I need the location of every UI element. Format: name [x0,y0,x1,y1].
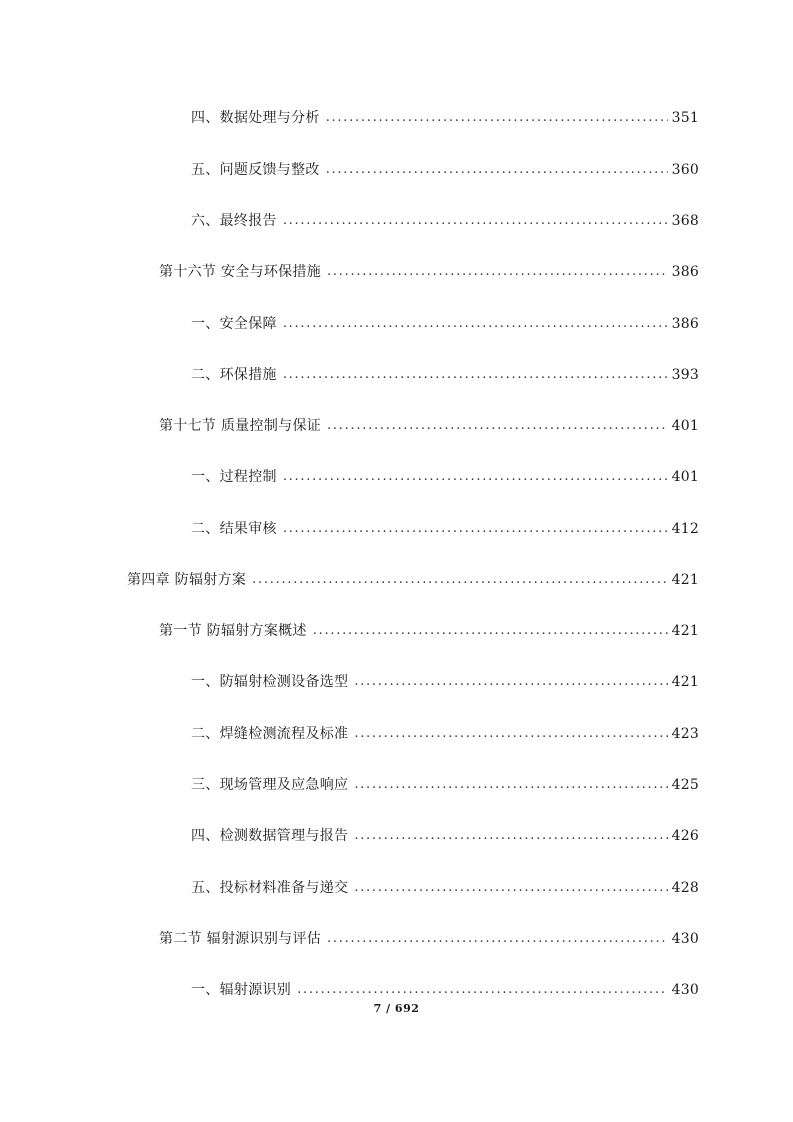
toc-entry-page: 401 [671,418,699,434]
toc-entry-page: 351 [671,110,699,126]
toc-entry-title: 一、过程控制 [191,469,277,485]
toc-entry[interactable] [191,770,699,794]
toc-entry[interactable] [191,309,699,333]
toc-entry-page: 386 [671,316,699,332]
toc-entry-title: 四、数据处理与分析 [191,110,320,126]
toc-dot-leader [313,622,668,640]
toc-entry[interactable] [191,360,699,384]
toc-dot-leader [327,263,668,281]
toc-entry[interactable] [191,975,699,999]
toc-entry[interactable] [191,514,699,538]
toc-entry-title: 一、安全保障 [191,316,277,332]
toc-entry-page: 393 [671,367,699,383]
toc-dot-leader [354,879,667,897]
toc-dot-leader [283,520,668,538]
toc-dot-leader [327,930,668,948]
toc-entry-title: 六、最终报告 [191,213,277,229]
toc-entry-page: 421 [671,623,699,639]
toc-entry-page: 421 [671,674,699,690]
toc-entry-title: 第一节 防辐射方案概述 [159,623,307,639]
toc-entry-title: 五、投标材料准备与递交 [191,880,349,896]
toc-entry[interactable] [159,257,699,281]
toc-entry[interactable] [159,411,699,435]
toc-entry-title: 二、环保措施 [191,367,277,383]
toc-dot-leader [326,161,668,179]
toc-entry-page: 401 [671,469,699,485]
toc-entry-page: 425 [671,777,699,793]
toc-entry-page: 386 [671,264,699,280]
toc-entry-title: 二、结果审核 [191,521,277,537]
toc-entry-page: 426 [671,828,699,844]
toc-entry-page: 423 [671,726,699,742]
toc-entry-title: 第二节 辐射源识别与评估 [159,931,322,947]
toc-dot-leader [354,673,667,691]
toc-entry[interactable] [191,103,699,127]
toc-entry[interactable] [191,206,699,230]
page-number-footer: 7 / 692 [373,1002,420,1015]
toc-dot-leader [283,468,668,486]
toc-entry-page: 412 [671,521,699,537]
toc-entry-title: 第四章 防辐射方案 [127,572,247,588]
toc-entry-page: 430 [671,982,699,998]
toc-dot-leader [326,109,668,127]
toc-entry[interactable] [191,155,699,179]
toc-dot-leader [354,827,667,845]
toc-entry-page: 428 [671,880,699,896]
toc-entry-title: 三、现场管理及应急响应 [191,777,349,793]
toc-entry[interactable] [191,873,699,897]
toc-dot-leader [252,571,668,589]
toc-entry-page: 421 [671,572,699,588]
toc-entry-title: 一、防辐射检测设备选型 [191,674,349,690]
toc-entry-page: 430 [671,931,699,947]
toc-entry[interactable] [127,565,699,589]
toc-entry-page: 360 [671,162,699,178]
toc-entry-title: 第十七节 质量控制与保证 [159,418,322,434]
toc-entry-title: 五、问题反馈与整改 [191,162,320,178]
toc-dot-leader [327,417,668,435]
toc-entry-title: 四、检测数据管理与报告 [191,828,349,844]
toc-dot-leader [354,776,667,794]
toc-entry[interactable] [191,719,699,743]
toc-entry-page: 368 [671,213,699,229]
toc-entry-title: 第十六节 安全与环保措施 [159,264,322,280]
toc-dot-leader [283,315,668,333]
toc-dot-leader [283,212,668,230]
toc-entry-title: 二、焊缝检测流程及标准 [191,726,349,742]
toc-entry[interactable] [191,667,699,691]
toc-dot-leader [354,725,667,743]
toc-entry[interactable] [191,821,699,845]
toc-dot-leader [297,981,668,999]
toc-dot-leader [283,366,668,384]
toc-entry[interactable] [191,462,699,486]
toc-entry[interactable] [159,616,699,640]
toc-entry-title: 一、辐射源识别 [191,982,292,998]
toc-entry[interactable] [159,924,699,948]
